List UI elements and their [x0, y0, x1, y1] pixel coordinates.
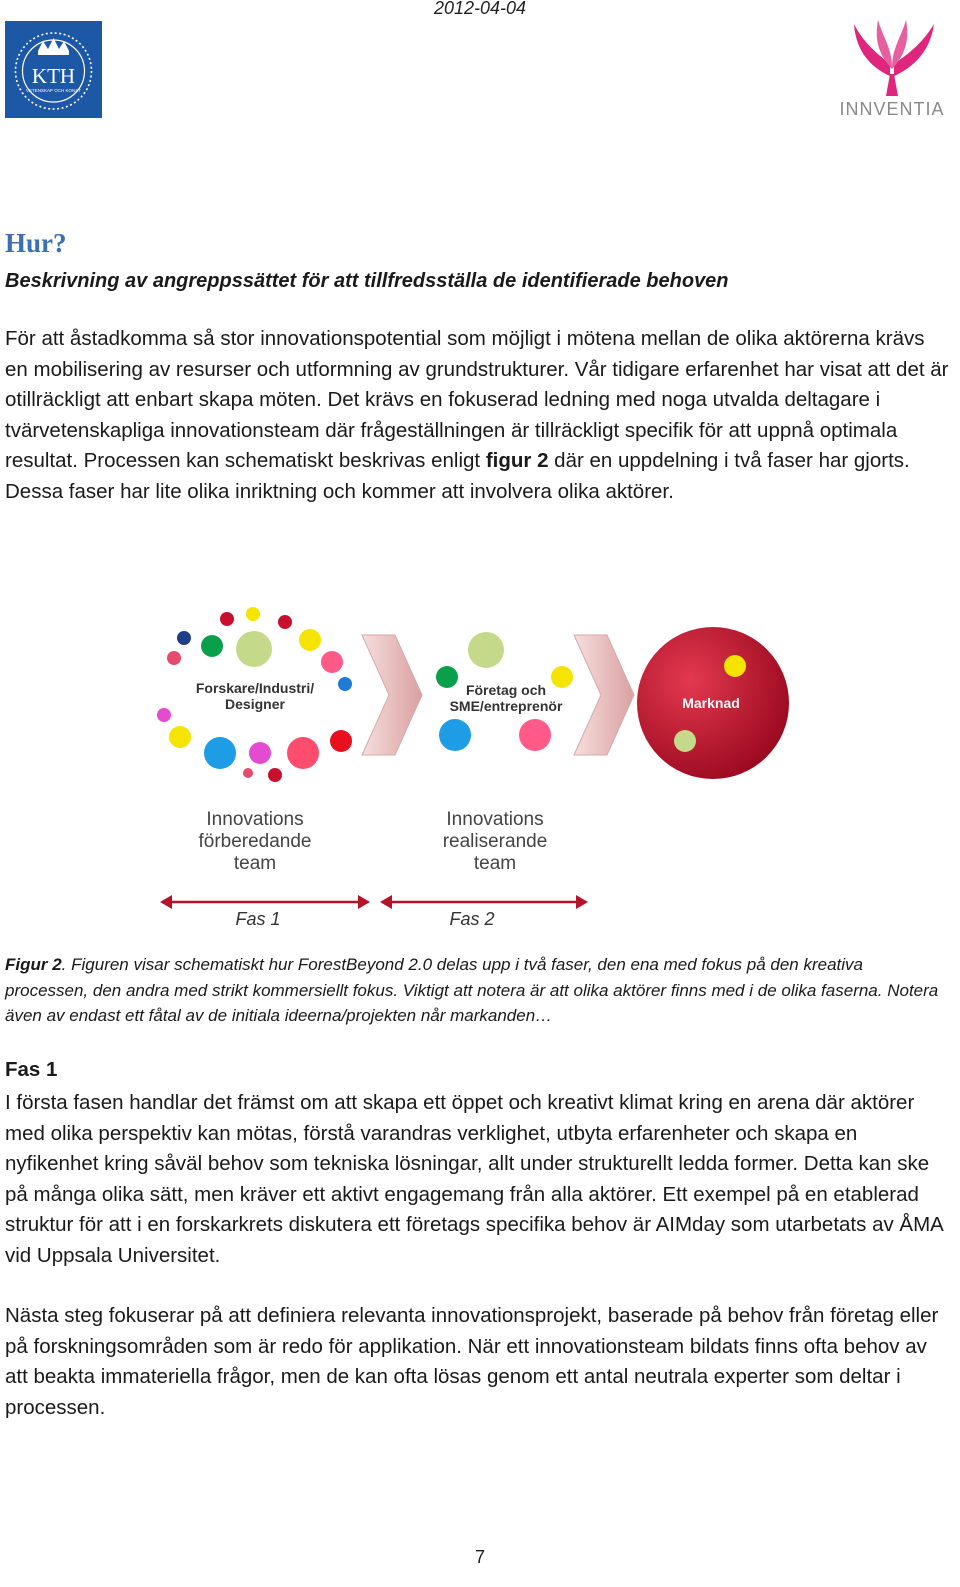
group-1-label-line1: Forskare/Industri/: [195, 680, 315, 696]
phase-2-label: Fas 2: [449, 909, 495, 929]
phase-2-arrow: [380, 895, 588, 909]
team-1-line3: team: [233, 853, 277, 874]
innventia-flower-icon: [834, 14, 950, 120]
section-subtitle: Beskrivning av angreppssättet för att tillfredsställa de identifierade behoven: [5, 270, 729, 292]
team-2-line3: team: [473, 853, 517, 874]
group-2-label-line2: SME/entreprenör: [449, 698, 563, 714]
arrow-chevron-2: [574, 635, 634, 755]
group-1-label-line2: Designer: [225, 696, 285, 712]
team-2-line2: realiserande: [442, 831, 548, 852]
market-ball-yellow: [724, 655, 746, 677]
intro-paragraph: [5, 324, 950, 507]
kth-logo-text: KTH: [31, 64, 76, 88]
team-1-line2: förberedande: [198, 831, 312, 852]
team-1-line1: Innovations: [206, 809, 304, 830]
caption-text: . Figuren visar schematiskt hur ForestBeyond 2.0 delas upp i två faser, den ena med fokus på den kreativa processen, den andra med strikt kommersiellt fokus. Viktigt att notera är att olika aktörer finns med i de olika faserna. Notera även av endast ett fåtal av de initiala ideerna/projekten når markanden…: [5, 955, 939, 1025]
figure-2-diagram: [150, 595, 810, 935]
intro-text-2: där en uppdelning i två faser har gjorts. Dessa faser har lite olika inriktning och kommer att involvera olika aktörer.: [5, 449, 910, 503]
process-diagram: [150, 595, 810, 935]
fas1-paragraph-1: I första fasen handlar det främst om att skapa ett öppet och kreativt klimat kring en arena där aktörer med olika perspektiv kan mötas, förstå varandras verklighet, utbyta erfarenheter och skapa en nyfikenhet kring såväl behov som tekniska lösningar, allt under strukturellt ledda former. Detta kan ske på många olika sätt, men kräver ett aktivt engagemang från alla aktörer. Ett exempel på en etablerad struktur för att i en forskarkrets diskutera ett företags specifika behov är AIMday som utarbetats av ÅMA vid Uppsala Universitet.: [5, 1091, 943, 1267]
phase-1-label: Fas 1: [235, 909, 281, 929]
header-date: 2012-04-04: [433, 0, 527, 18]
arrow-chevron-1: [362, 635, 422, 755]
phase-1-arrow: [160, 895, 370, 909]
figure-caption: [5, 952, 950, 1029]
kth-logo: [5, 21, 102, 118]
group-2-label-line1: Företag och: [465, 682, 547, 698]
intro-text-1: För att åstadkomma så stor innovationspotential som möjligt i mötena mellan de olika aktörerna krävs en mobilisering av resurser och utformning av grundstrukturer. Vår tidigare erfarenhet har visat att det är otillräckligt att enbart skapa möten. Det krävs en fokuserad ledning med noga utvalda deltagare i tvärvetenskapliga innovationsteam där frågeställningen är tillräckligt specifik för att uppnå optimala resultat. Processen kan schematiskt beskrivas enligt: [5, 327, 949, 472]
section-title: Hur?: [5, 228, 67, 258]
figure-reference: figur 2: [485, 449, 549, 472]
kth-logo-subtext: VETENSKAP OCH KONST: [26, 88, 81, 93]
innventia-logo: [834, 14, 950, 120]
fas1-paragraph-2: Nästa steg fokuserar på att definiera relevanta innovationsprojekt, baserade på behov från företag eller på forskningsområden som är redo för applikation. När ett innovationsteam bildats finns ofta behov av att beakta immateriella frågor, men de kan ofta lösas genom ett antal neutrala experter som deltar i processen.: [5, 1304, 939, 1419]
caption-label: Figur 2: [5, 955, 62, 974]
kth-crest-icon: [5, 21, 102, 118]
page-number: 7: [474, 1547, 485, 1567]
team-2-line1: Innovations: [446, 809, 544, 830]
fas1-heading: Fas 1: [5, 1058, 58, 1081]
market-label: Marknad: [682, 695, 740, 711]
market-ball-green: [674, 730, 696, 752]
innventia-logo-text: INNVENTIA: [839, 99, 945, 119]
